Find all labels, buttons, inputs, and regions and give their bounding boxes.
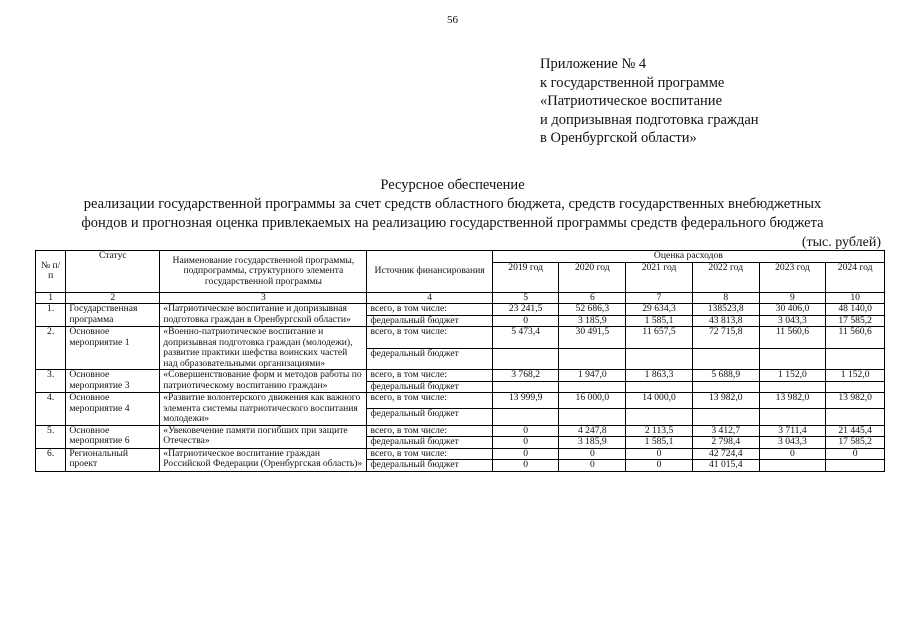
row-value	[759, 460, 826, 472]
row-value	[626, 348, 693, 370]
row-value	[559, 409, 626, 425]
row-value: 16 000,0	[559, 393, 626, 409]
column-number: 5	[492, 292, 559, 304]
row-status: Основное мероприятие 6	[66, 425, 160, 448]
row-value	[759, 409, 826, 425]
row-value: 1 585,1	[626, 315, 693, 327]
row-value: 3 768,2	[492, 370, 559, 382]
title-line: фондов и прогнозная оценка привлекаемых на реализацию государственной программы средств федерального бюджета	[81, 215, 824, 231]
row-value: 0	[626, 448, 693, 460]
row-value	[692, 348, 759, 370]
appendix-line: в Оренбургской области»	[540, 130, 697, 146]
row-value: 0	[492, 437, 559, 449]
row-value: 13 982,0	[692, 393, 759, 409]
row-source: всего, в том числе:	[367, 448, 492, 460]
row-value: 30 491,5	[559, 327, 626, 349]
row-value: 0	[626, 460, 693, 472]
header-year: 2022 год	[692, 262, 759, 292]
row-value	[759, 348, 826, 370]
column-number: 4	[367, 292, 492, 304]
row-number: 4.	[36, 393, 66, 426]
appendix-line: и допризывная подготовка граждан	[540, 111, 759, 128]
row-name: «Патриотическое воспитание граждан Российской Федерации (Оренбургская область)»	[160, 448, 367, 471]
row-value	[692, 409, 759, 425]
row-source: федеральный бюджет	[367, 381, 492, 393]
row-source: федеральный бюджет	[367, 315, 492, 327]
row-value: 3 412,7	[692, 425, 759, 437]
header-year: 2024 год	[826, 262, 885, 292]
row-value: 3 043,3	[759, 315, 826, 327]
row-source: федеральный бюджет	[367, 348, 492, 370]
row-status: Основное мероприятие 4	[66, 393, 160, 426]
row-value: 1 585,1	[626, 437, 693, 449]
row-number: 1.	[36, 304, 66, 327]
row-value	[826, 348, 885, 370]
table-row	[36, 327, 885, 349]
row-status: Государственная программа	[66, 304, 160, 327]
row-source: всего, в том числе:	[367, 327, 492, 349]
appendix-line: к государственной программе	[540, 74, 725, 91]
row-value: 0	[492, 460, 559, 472]
row-value	[492, 381, 559, 393]
row-name: «Совершенствование форм и методов работы по патриотическому воспитанию граждан»	[160, 370, 367, 393]
row-value: 11 560,6	[826, 327, 885, 349]
appendix-line: «Патриотическое воспитание	[540, 93, 723, 109]
column-number: 10	[826, 292, 885, 304]
row-value: 0	[559, 448, 626, 460]
row-value: 0	[492, 425, 559, 437]
row-source: федеральный бюджет	[367, 437, 492, 449]
row-value	[826, 409, 885, 425]
row-value: 1 152,0	[759, 370, 826, 382]
header-year: 2021 год	[626, 262, 693, 292]
row-value: 5 473,4	[492, 327, 559, 349]
row-value: 2 113,5	[626, 425, 693, 437]
units-label: (тыс. рублей)	[801, 235, 881, 250]
row-name: «Военно-патриотическое воспитание и допризывная подготовка граждан (молодежи), развитие практики шефства воинских частей над образовательными организациями»	[160, 327, 367, 370]
row-value: 14 000,0	[626, 393, 693, 409]
table-row	[36, 448, 885, 460]
row-value: 52 686,3	[559, 304, 626, 316]
header-source: Источник финансирования	[367, 251, 492, 293]
row-name: «Увековечение памяти погибших при защите Отечества»	[160, 425, 367, 448]
row-source: федеральный бюджет	[367, 409, 492, 425]
page-number: 56	[447, 14, 458, 26]
row-value: 29 634,3	[626, 304, 693, 316]
row-value: 17 585,2	[826, 315, 885, 327]
row-value: 30 406,0	[759, 304, 826, 316]
row-value: 0	[826, 448, 885, 460]
row-value: 138523,8	[692, 304, 759, 316]
row-value: 13 982,0	[826, 393, 885, 409]
table-row	[36, 425, 885, 437]
row-name: «Развитие волонтерского движения как важного элемента системы патриотического воспитания молодежи»	[160, 393, 367, 426]
row-value	[559, 381, 626, 393]
column-number: 7	[626, 292, 693, 304]
row-number: 2.	[36, 327, 66, 370]
table-row	[36, 370, 885, 382]
header-name: Наименование государственной программы, подпрограммы, структурного элемента государственной программы	[160, 251, 367, 293]
row-value: 1 152,0	[826, 370, 885, 382]
column-number: 8	[692, 292, 759, 304]
row-value: 11 657,5	[626, 327, 693, 349]
row-value: 3 185,9	[559, 315, 626, 327]
row-name: «Патриотическое воспитание и допризывная подготовка граждан в Оренбургской области»	[160, 304, 367, 327]
row-value	[492, 409, 559, 425]
table-row	[36, 393, 885, 409]
appendix-header	[540, 55, 759, 148]
row-value: 0	[492, 315, 559, 327]
header-year: 2019 год	[492, 262, 559, 292]
column-number: 9	[759, 292, 826, 304]
row-value: 13 999,9	[492, 393, 559, 409]
resource-table	[35, 250, 885, 472]
table-row	[36, 304, 885, 316]
row-value: 0	[559, 460, 626, 472]
row-source: всего, в том числе:	[367, 425, 492, 437]
row-number: 3.	[36, 370, 66, 393]
row-value: 41 015,4	[692, 460, 759, 472]
row-source: федеральный бюджет	[367, 460, 492, 472]
row-status: Основное мероприятие 3	[66, 370, 160, 393]
row-source: всего, в том числе:	[367, 393, 492, 409]
row-value: 23 241,5	[492, 304, 559, 316]
row-status: Основное мероприятие 1	[66, 327, 160, 370]
row-value	[492, 348, 559, 370]
column-number: 1	[36, 292, 66, 304]
row-value	[826, 460, 885, 472]
row-value	[826, 381, 885, 393]
table-body	[36, 304, 885, 472]
row-value: 42 724,4	[692, 448, 759, 460]
header-year: 2023 год	[759, 262, 826, 292]
document-title	[0, 176, 905, 233]
row-value	[626, 409, 693, 425]
row-value: 21 445,4	[826, 425, 885, 437]
row-value: 3 185,9	[559, 437, 626, 449]
title-line: Ресурсное обеспечение	[380, 177, 525, 193]
row-value: 1 863,3	[626, 370, 693, 382]
column-number: 2	[66, 292, 160, 304]
row-value	[559, 348, 626, 370]
row-value: 5 688,9	[692, 370, 759, 382]
column-number: 6	[559, 292, 626, 304]
row-value: 43 813,8	[692, 315, 759, 327]
title-line: реализации государственной программы за счет средств областного бюджета, средств государственных внебюджетных	[83, 196, 822, 212]
row-value: 72 715,8	[692, 327, 759, 349]
row-value: 17 585,2	[826, 437, 885, 449]
row-value	[692, 381, 759, 393]
row-number: 6.	[36, 448, 66, 471]
row-value: 1 947,0	[559, 370, 626, 382]
header-estimate: Оценка расходов	[492, 251, 884, 263]
row-value: 3 711,4	[759, 425, 826, 437]
row-value	[759, 381, 826, 393]
row-value: 11 560,6	[759, 327, 826, 349]
row-value: 48 140,0	[826, 304, 885, 316]
header-status: Статус	[66, 251, 160, 293]
row-value: 3 043,3	[759, 437, 826, 449]
row-number: 5.	[36, 425, 66, 448]
row-value: 13 982,0	[759, 393, 826, 409]
row-value: 0	[492, 448, 559, 460]
row-value: 2 798,4	[692, 437, 759, 449]
row-source: всего, в том числе:	[367, 304, 492, 316]
row-value: 0	[759, 448, 826, 460]
header-num: № п/п	[36, 251, 66, 293]
row-value	[626, 381, 693, 393]
header-year: 2020 год	[559, 262, 626, 292]
appendix-line: Приложение № 4	[540, 56, 647, 72]
row-value: 4 247,8	[559, 425, 626, 437]
row-source: всего, в том числе:	[367, 370, 492, 382]
row-status: Региональный проект	[66, 448, 160, 471]
column-number: 3	[160, 292, 367, 304]
